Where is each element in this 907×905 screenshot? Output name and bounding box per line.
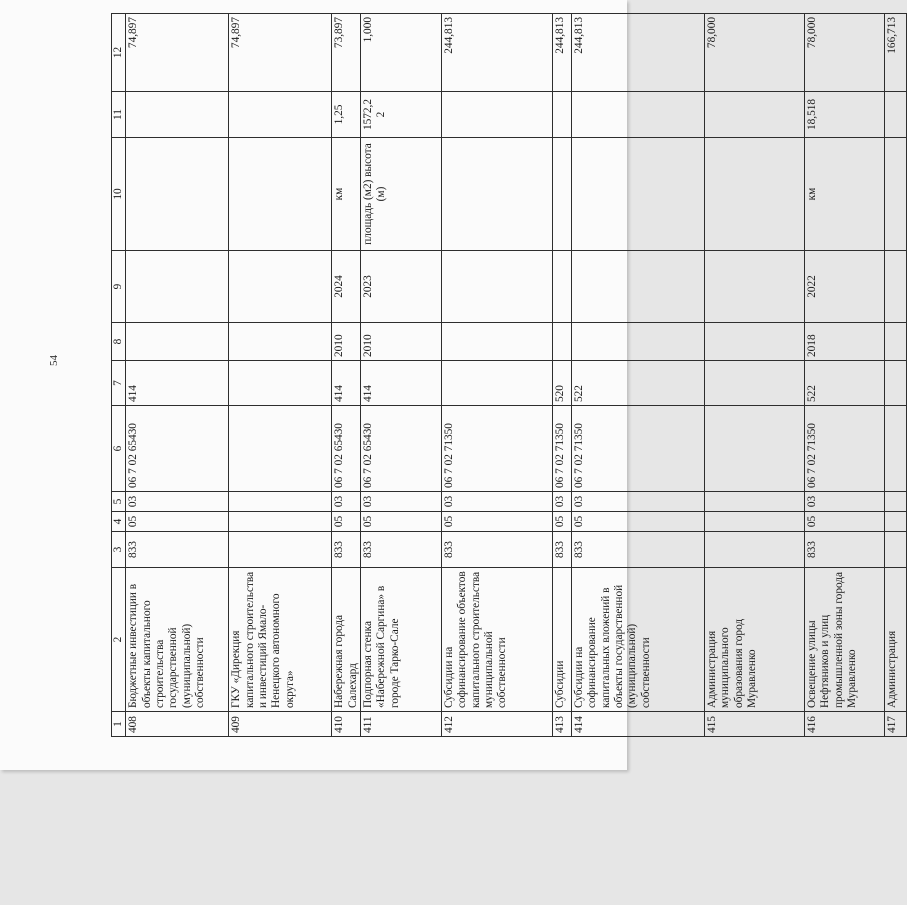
col-12-amount: 74,897 <box>126 14 229 92</box>
col-5-code <box>229 492 332 512</box>
col-3-code: 833 <box>571 532 704 568</box>
col-8-year-start <box>126 323 229 361</box>
col-4-code: 05 <box>360 512 441 532</box>
col-10-unit <box>126 138 229 251</box>
col-5-code: 03 <box>552 492 571 512</box>
row-name: Администрация муниципального образования город Муравленко <box>704 568 804 712</box>
col-8-year-start: 2010 <box>332 323 361 361</box>
col-10-unit: площадь (м2) высота (м) <box>360 138 441 251</box>
table-row <box>441 14 552 737</box>
col-7-code <box>229 361 332 406</box>
table-row <box>704 14 804 737</box>
col-10-unit <box>704 138 804 251</box>
col-7-code: 520 <box>552 361 571 406</box>
col-9-year-end <box>884 251 906 323</box>
col-11-capacity: 18,518 <box>804 92 884 138</box>
col-10-unit: км <box>332 138 361 251</box>
header-cell: 11 <box>112 92 126 138</box>
col-3-code: 833 <box>126 532 229 568</box>
col-9-year-end <box>441 251 552 323</box>
col-3-code: 833 <box>332 532 361 568</box>
table-row <box>332 14 361 737</box>
header-row <box>112 14 126 737</box>
col-4-code: 05 <box>552 512 571 532</box>
row-name: Субсидии <box>552 568 571 712</box>
rotated-table-container <box>111 14 898 737</box>
col-11-capacity <box>571 92 704 138</box>
col-6-code <box>704 406 804 492</box>
header-cell: 7 <box>112 361 126 406</box>
col-9-year-end <box>552 251 571 323</box>
col-4-code: 05 <box>571 512 704 532</box>
col-7-code: 522 <box>571 361 704 406</box>
row-name: Подпорная стенка «Набережной Саргина» в городе Тарко-Сале <box>360 568 441 712</box>
col-11-capacity <box>441 92 552 138</box>
col-7-code: 414 <box>126 361 229 406</box>
col-5-code: 03 <box>332 492 361 512</box>
col-6-code <box>229 406 332 492</box>
row-number: 415 <box>704 712 804 737</box>
table-row <box>804 14 884 737</box>
col-4-code: 05 <box>441 512 552 532</box>
col-7-code <box>704 361 804 406</box>
col-4-code: 05 <box>804 512 884 532</box>
col-5-code: 03 <box>571 492 704 512</box>
budget-table <box>111 13 907 737</box>
header-cell: 5 <box>112 492 126 512</box>
header-cell: 2 <box>112 568 126 712</box>
col-6-code: 06 7 02 71350 <box>571 406 704 492</box>
table-row <box>884 14 906 737</box>
col-6-code <box>884 406 906 492</box>
col-5-code: 03 <box>441 492 552 512</box>
col-12-amount: 73,897 <box>332 14 361 92</box>
col-5-code <box>704 492 804 512</box>
row-number: 412 <box>441 712 552 737</box>
col-12-amount: 78,000 <box>704 14 804 92</box>
col-11-capacity: 1,25 <box>332 92 361 138</box>
col-4-code <box>229 512 332 532</box>
col-10-unit <box>229 138 332 251</box>
row-name: Освещение улицы Нефтяников и улиц промышленной зоны города Муравленко <box>804 568 884 712</box>
col-9-year-end <box>229 251 332 323</box>
col-11-capacity <box>552 92 571 138</box>
col-10-unit <box>884 138 906 251</box>
header-cell: 3 <box>112 532 126 568</box>
col-5-code <box>884 492 906 512</box>
row-number: 411 <box>360 712 441 737</box>
col-8-year-start <box>571 323 704 361</box>
col-4-code: 05 <box>126 512 229 532</box>
col-10-unit <box>441 138 552 251</box>
col-12-amount: 1,000 <box>360 14 441 92</box>
col-8-year-start <box>704 323 804 361</box>
row-number: 414 <box>571 712 704 737</box>
col-4-code <box>884 512 906 532</box>
col-4-code: 05 <box>332 512 361 532</box>
col-6-code: 06 7 02 65430 <box>126 406 229 492</box>
col-7-code <box>441 361 552 406</box>
col-9-year-end: 2023 <box>360 251 441 323</box>
header-cell: 1 <box>112 712 126 737</box>
col-8-year-start: 2010 <box>360 323 441 361</box>
col-12-amount: 244,813 <box>571 14 704 92</box>
col-7-code: 414 <box>360 361 441 406</box>
row-number: 409 <box>229 712 332 737</box>
row-number: 417 <box>884 712 906 737</box>
col-3-code <box>884 532 906 568</box>
col-3-code <box>229 532 332 568</box>
col-9-year-end <box>126 251 229 323</box>
col-8-year-start <box>552 323 571 361</box>
header-cell: 8 <box>112 323 126 361</box>
col-5-code: 03 <box>126 492 229 512</box>
col-11-capacity <box>126 92 229 138</box>
col-10-unit: км <box>804 138 884 251</box>
row-number: 413 <box>552 712 571 737</box>
col-10-unit <box>552 138 571 251</box>
table-row <box>229 14 332 737</box>
row-name: Субсидии на софинансирование объектов капитального строительства муниципальной собственности <box>441 568 552 712</box>
row-name: Администрация <box>884 568 906 712</box>
col-6-code: 06 7 02 71350 <box>441 406 552 492</box>
header-cell: 6 <box>112 406 126 492</box>
col-9-year-end: 2022 <box>804 251 884 323</box>
header-cell: 10 <box>112 138 126 251</box>
table-row <box>552 14 571 737</box>
col-10-unit <box>571 138 704 251</box>
col-11-capacity <box>229 92 332 138</box>
col-11-capacity <box>704 92 804 138</box>
col-3-code: 833 <box>441 532 552 568</box>
col-3-code: 833 <box>552 532 571 568</box>
row-name: ГКУ «Дирекция капитального строительства и инвестиций Ямало-Ненецкого автономного округа» <box>229 568 332 712</box>
col-9-year-end: 2024 <box>332 251 361 323</box>
col-9-year-end <box>571 251 704 323</box>
col-7-code <box>884 361 906 406</box>
col-8-year-start: 2018 <box>804 323 884 361</box>
col-6-code: 06 7 02 71350 <box>804 406 884 492</box>
row-number: 416 <box>804 712 884 737</box>
col-8-year-start <box>884 323 906 361</box>
col-8-year-start <box>441 323 552 361</box>
table-row <box>360 14 441 737</box>
col-6-code: 06 7 02 71350 <box>552 406 571 492</box>
col-7-code: 414 <box>332 361 361 406</box>
col-6-code: 06 7 02 65430 <box>360 406 441 492</box>
col-8-year-start <box>229 323 332 361</box>
table-row <box>126 14 229 737</box>
col-5-code: 03 <box>360 492 441 512</box>
page-number: 54 <box>48 355 60 366</box>
col-5-code: 03 <box>804 492 884 512</box>
col-12-amount: 166,713 <box>884 14 906 92</box>
row-number: 408 <box>126 712 229 737</box>
col-12-amount: 74,897 <box>229 14 332 92</box>
col-12-amount: 244,813 <box>552 14 571 92</box>
header-cell: 12 <box>112 14 126 92</box>
header-cell: 9 <box>112 251 126 323</box>
col-3-code <box>704 532 804 568</box>
col-6-code: 06 7 02 65430 <box>332 406 361 492</box>
col-12-amount: 244,813 <box>441 14 552 92</box>
header-cell: 4 <box>112 512 126 532</box>
col-3-code: 833 <box>360 532 441 568</box>
table-row <box>571 14 704 737</box>
col-3-code: 833 <box>804 532 884 568</box>
col-12-amount: 78,000 <box>804 14 884 92</box>
row-name: Набережная города Салехард <box>332 568 361 712</box>
row-name: Бюджетные инвестиции в объекты капитального строительства государственной (муниципальной) собственности <box>126 568 229 712</box>
col-7-code: 522 <box>804 361 884 406</box>
row-number: 410 <box>332 712 361 737</box>
col-11-capacity: 1572,2 2 <box>360 92 441 138</box>
col-9-year-end <box>704 251 804 323</box>
col-4-code <box>704 512 804 532</box>
row-name: Субсидии на софинансирование капитальных вложений в объекты государственной (муниципальной) собственности <box>571 568 704 712</box>
col-11-capacity <box>884 92 906 138</box>
